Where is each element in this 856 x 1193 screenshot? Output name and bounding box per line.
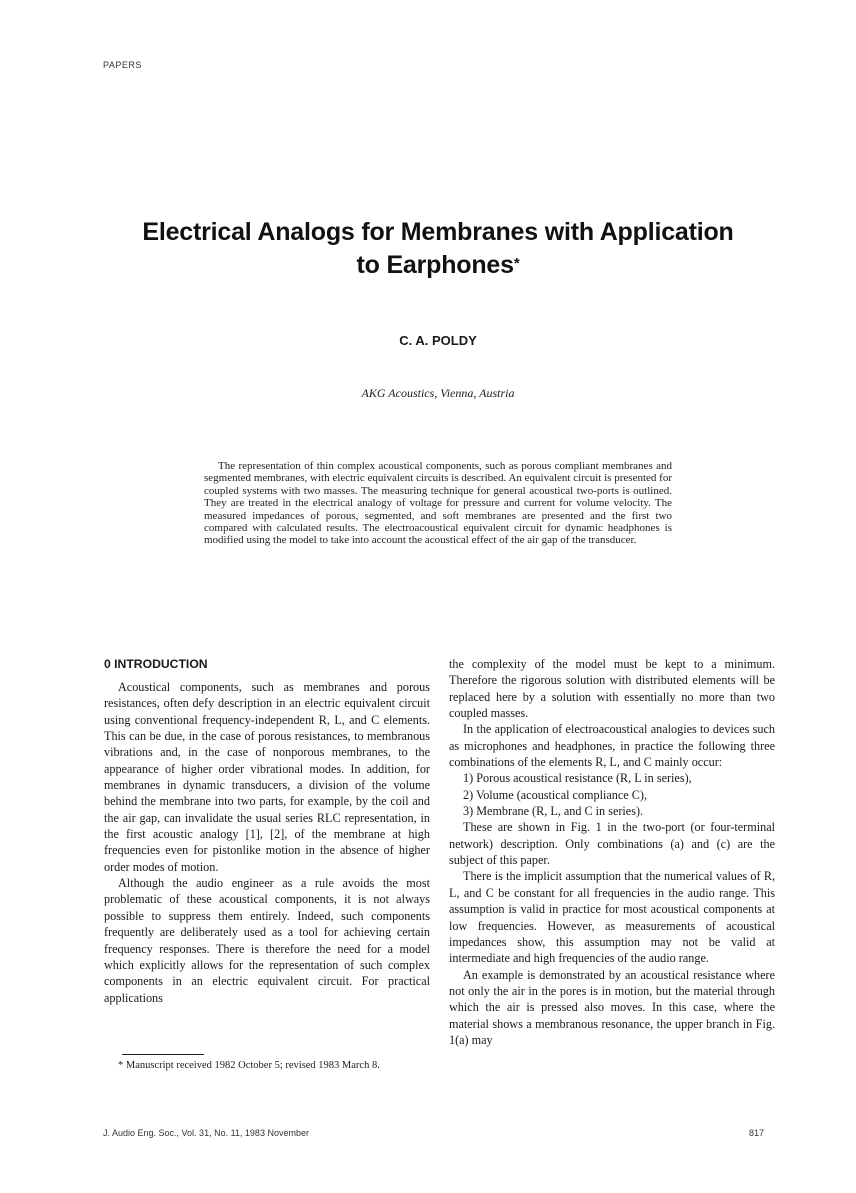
title-line-1: Electrical Analogs for Membranes with Application (142, 218, 734, 246)
page-number: 817 (748, 1128, 764, 1138)
paragraph: Acoustical components, such as membranes and porous resistances, often defy description in an electric equivalent circuit using conventional frequency-independent R, L, and C elements. This can be due, in the case of porous resistances, to membranous vibrations and, in the case of nonporous membranes, to the appearance of higher order vibrational modes. In addition, for membranes in dynamic transducers, a division of the volume behind the membrane into two parts, for example, by the coil and the air gap, can invalidate the usual series RLC representation, in the first acoustic analogy [1], [2], of the membrane at high frequencies even for pistonlike motion in the absence of higher order modes of motion. (104, 680, 430, 874)
section-heading: 0 INTRODUCTION (104, 657, 208, 671)
journal-citation: J. Audio Eng. Soc., Vol. 31, No. 11, 1983 November (103, 1128, 309, 1138)
paragraph: Although the audio engineer as a rule avoids the most problematic of these acoustical components, it is not always possible to suppress them entirely. Indeed, such components frequently are deliberately used as a tool for achieving certain frequency responses. There is therefore the need for a model which explicitly allows for the representation of such complex components in an electric equivalent circuit. For practical applications (104, 876, 430, 1005)
author-name: C. A. POLDY (399, 333, 477, 348)
abstract-text: The representation of thin complex acoustical components, such as porous compliant membranes and segmented membranes, with electric equivalent circuits is described. An equivalent circuit is presented for coupled systems with two masses. The measuring technique for general acoustical two-ports is outlined. They are treated in the electrical analogy of voltage for pressure and current for volume velocity. The measured impedances of porous, segmented, and soft membranes are presented and the first two compared with calculated results. The electroacoustical equivalent circuit for dynamic headphones is modified using the model to take into account the acoustical effect of the air gap of the transducer. (204, 460, 672, 547)
paragraph: the complexity of the model must be kept to a minimum. Therefore the rigorous solution with distributed elements will be replaced here by a solution with essentially no more than two coupled masses. (449, 657, 775, 721)
abstract (204, 460, 672, 547)
list-item: 1) Porous acoustical resistance (R, L in series), (463, 771, 692, 786)
footnote (104, 1059, 430, 1073)
left-column (104, 656, 430, 1006)
list-item: 2) Volume (acoustical compliance C), (463, 787, 648, 802)
paper-title (100, 216, 776, 282)
footnote-divider (122, 1054, 204, 1055)
list-item: 3) Membrane (R, L, and C in series). (463, 804, 644, 819)
paragraph: These are shown in Fig. 1 in the two-port (or four-terminal network) description. Only combinations (a) and (c) are the subject of this paper. (449, 820, 775, 868)
title-line-2: to Earphones (356, 251, 514, 279)
affiliation: AKG Acoustics, Vienna, Austria (361, 386, 515, 400)
right-column (449, 656, 775, 1048)
title-footnote-mark: * (513, 255, 520, 272)
footnote-text: * Manuscript received 1982 October 5; revised 1983 March 8. (118, 1060, 380, 1071)
paragraph: There is the implicit assumption that the numerical values of R, L, and C be constant for all frequencies in the audio range. This assumption is valid in practice for most acoustical components at low frequencies. However, as measurements of acoustical impedances show, this assumption may not be valid at intermediate and high frequencies of the audio range. (449, 869, 775, 966)
paragraph: In the application of electroacoustical analogies to devices such as microphones and headphones, in practice the following three combinations of the elements R, L, and C mainly occur: (449, 722, 775, 770)
section-label: PAPERS (103, 60, 142, 70)
paragraph: An example is demonstrated by an acoustical resistance where not only the air in the pores is in motion, but the material through which the air is pressed also moves. In this case, where the material shows a membranous resonance, the upper branch in Fig. 1(a) may (449, 967, 775, 1047)
